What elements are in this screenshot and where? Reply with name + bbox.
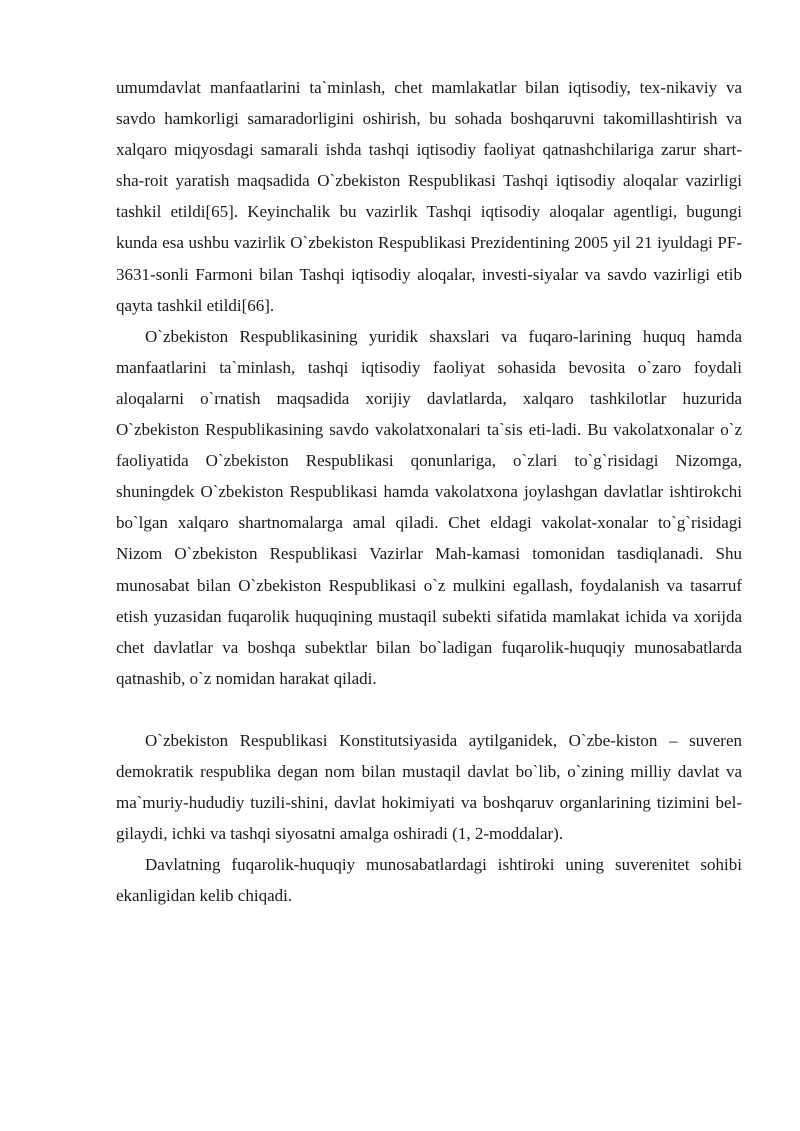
paragraph-1: umumdavlat manfaatlarini ta`minlash, chet mamlakatlar bilan iqtisodiy, tex-nikaviy va savdo hamkorligi samaradorligini oshirish, bu sohada boshqaruvni takomillashtirish va xalqaro miqyosdagi samarali ishda tashqi iqtisodiy faoliyat qatnashchilariga zarur shart-sha-roit yaratish maqsadida O`zbekiston Respublikasi Tashqi iqtisodiy aloqalar vazirligi tashkil etildi[65]. Keyinchalik bu vazirlik Tashqi iqtisodiy aloqalar agentligi, bugungi kunda esa ushbu vazirlik O`zbekiston Respublikasi Prezidentining 2005 yil 21 iyuldagi PF-3631-sonli Farmoni bilan Tashqi iqtisodiy aloqalar, investi-siyalar va savdo vazirligi etib qayta tashkil etildi[66].: [116, 78, 742, 315]
paragraph-2: O`zbekiston Respublikasining yuridik shaxslari va fuqaro-larining huquq hamda manfaatlarini ta`minlash, tashqi iqtisodiy faoliyat sohasida bevosita o`zaro foydali aloqalarni o`rnatish maqsadida xorijiy davlatlarda, xalqaro tashkilotlar huzurida O`zbekiston Respublikasining savdo vakolatxonalari ta`sis eti-ladi. Bu vakolatxonalar o`z faoliyatida O`zbekiston Respublikasi qonunlariga, o`zlari to`g`risidagi Nizomga, shuningdek O`zbekiston Respublikasi hamda vakolatxona joylashgan davlatlar ishtirokchi bo`lgan xalqaro shartnomalarga amal qiladi. Chet eldagi vakolat-xonalar to`g`risidagi Nizom O`zbekiston Respublikasi Vazirlar Mah-kamasi tomonidan tasdiqlanadi. Shu munosabat bilan O`zbekiston Respublikasi o`z mulkini egallash, foydalanish va tasarruf etish yuzasidan fuqarolik huquqining mustaqil subekti sifatida mamlakat ichida va xorijda chet davlatlar va boshqa subektlar bilan bo`ladigan fuqarolik-huquqiy munosabatlarda qatnashib, o`z nomidan harakat qiladi.: [116, 326, 742, 688]
paragraph-3: O`zbekiston Respublikasi Konstitutsiyasida aytilganidek, O`zbe-kiston – suveren demokratik respublika degan nom bilan mustaqil davlat bo`lib, o`zining milliy davlat va ma`muriy-hududiy tuzili-shini, davlat hokimiyati va boshqaruv organlarining tizimini bel-gilaydi, ichki va tashqi siyosatni amalga oshiradi (1, 2-moddalar).: [116, 730, 742, 844]
paragraph-4: Davlatning fuqarolik-huquqiy munosabatlardagi ishtiroki uning suverenitet sohibi ekanligidan kelib chiqadi.: [116, 855, 742, 906]
document-body: [116, 72, 742, 911]
